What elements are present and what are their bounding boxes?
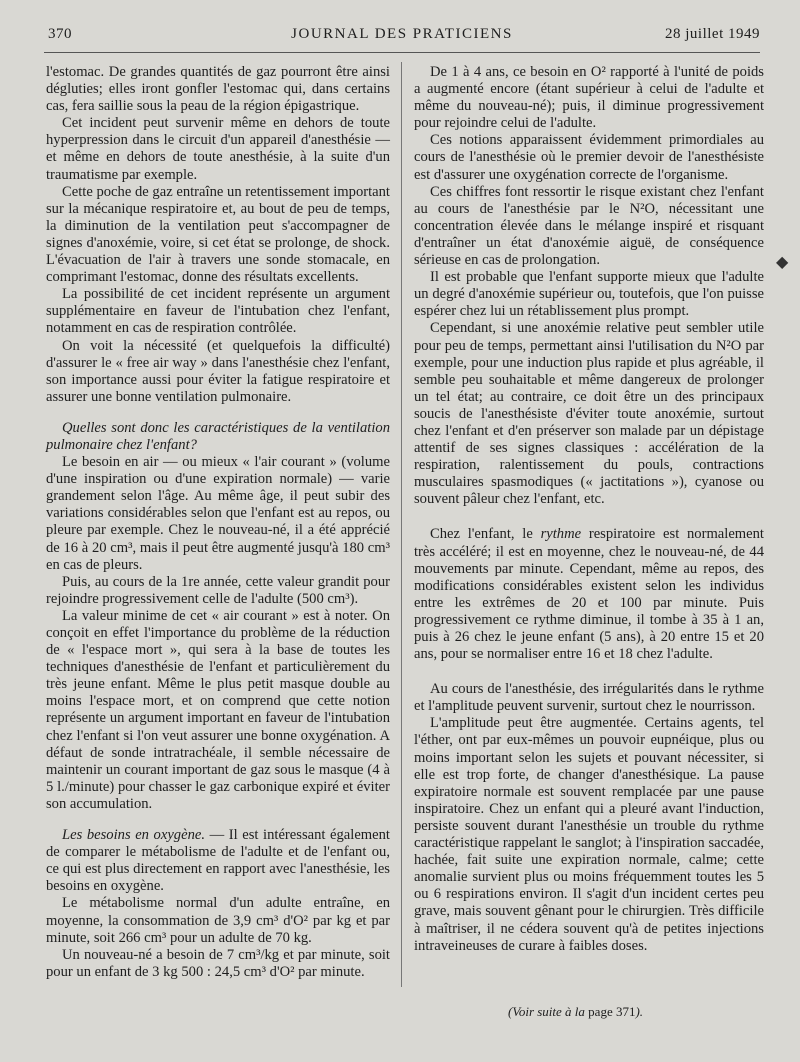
paragraph: Au cours de l'anesthésie, des irrégularités dans le rythme et l'amplitude peuvent survenir, surtout chez le nourrisson. [414, 681, 764, 715]
issue-date: 28 juillet 1949 [665, 26, 760, 42]
paragraph: Le métabolisme normal d'un adulte entraîne, en moyenne, la consommation de 3,9 cm³ d'O² par kg et par minute, soit 266 cm³ pour un adulte de 70 kg. [46, 895, 390, 946]
paragraph: l'estomac. De grandes quantités de gaz pourront être ainsi dégluties; elles iront gonfler l'estomac qui, dans certains cas, fera saillie sous la peau de la région épigastrique. [46, 64, 390, 115]
paragraph [414, 526, 764, 663]
paragraph: La valeur minime de cet « air courant » est à noter. On conçoit en effet l'importance du problème de la réduction de « l'espace mort », qui sera à la base de toutes les techniques d'anesthésie de l'enfant et particulièrement du très jeune enfant. Même le plus petit masque double au moins l'espace mort, et on comprend que cette notion représente un argument important en faveur de l'intubation chez l'enfant si l'on veut assurer une bonne oxygénation. A défaut de sonde intratrachéale, il semble nécessaire de maintenir un courant important de gaz sous le masque (4 à 5 l./minute) pour chasser le gaz carbonique expiré et éviter son accumulation. [46, 607, 390, 812]
paragraph: Cet incident peut survenir même en dehors de toute hyperpression dans le circuit d'un appareil d'anesthésie — et même en dehors de toute anesthésie, à la suite d'un traumatisme par exemple. [46, 115, 390, 183]
paragraph: Cependant, si une anoxémie relative peut sembler utile pour peu de temps, permettant ainsi l'utilisation du N²O par exemple, pour une induction plus rapide et plus agréable, il semble peu souhaitable et même dangereux de prolonger un tel état; au contraire, ce doit être un des principaux soucis de l'anesthésiste d'éviter toute anoxémie, surtout chez l'enfant et d'en préserver son malade par un dépistage attentif de ses signes classiques : accélération de la respiration, ralentissement du pouls, contractions musculaires spasmodiques (« jactitations »), cyanose ou souvent pâleur chez l'enfant, etc. [414, 320, 764, 508]
continuation-note [508, 1004, 768, 1020]
column-divider [401, 62, 402, 987]
section-heading: Les besoins en oxygène. [62, 827, 206, 844]
paragraph: Cette poche de gaz entraîne un retentissement important sur la mécanique respiratoire et, au bout de peu de temps, la diminution de la ventilation peut s'accompagner de signes d'anoxémie, voire, si cet état se prolonge, de shock. L'évacuation de l'air à travers une sonde stomacale, en comprimant l'estomac, donne des résultats excellents. [46, 183, 390, 286]
paragraph-text: — Il est intéressant également de comparer le métabolisme de l'adulte et de l'enfant ou, ce qui est plus directement en rapport avec l'anesthésie, les besoins en oxygène. [46, 827, 390, 895]
page-header [44, 22, 760, 46]
note-text: (Voir suite à la [508, 1004, 589, 1019]
paragraph: On voit la nécessité (et quelquefois la difficulté) d'assurer le « free air way » dans l'anesthésie chez l'enfant, son importance aussi pour éviter la fatigue respiratoire et assurer une bonne ventilation pulmonaire. [46, 337, 390, 405]
paragraph [46, 827, 390, 895]
paragraph: Le besoin en air — ou mieux « l'air courant » (volume d'une inspiration ou d'une expiration normale) — varie grandement selon l'âge. Au même âge, il peut subir des variations considérables selon que l'enfant est au repos, ou pleure par exemple. Chez le nouveau-né, il a été apprécié de 16 à 20 cm³, mais il peut être augmenté jusqu'à 180 cm³ en cas de pleurs. [46, 454, 390, 573]
paragraph: Ces notions apparaissent évidemment primordiales au cours de l'anesthésie où le premier devoir de l'anesthésiste est d'assurer une oxygénation correcte de l'organisme. [414, 132, 764, 183]
right-column [414, 64, 764, 955]
emphasis-text: rythme [540, 526, 582, 543]
margin-mark-icon: ◆ [776, 254, 789, 271]
note-text: ). [635, 1004, 644, 1019]
header-rule [44, 52, 760, 53]
paragraph-text: respiratoire est normalement très accéléré; il est en moyenne, chez le nouveau-né, de 44 mouvements par minute. Cependant, même au repos, des modifications considérables existent selon les individus entre les extrêmes de 20 et 100 par minute. Puis progressivement ce rythme diminue, il tombe à 35 à 1 an, puis à 26 chez le jeune enfant (5 ans), à 20 entre 15 et 20 ans, pour se normaliser entre 16 et 18 chez l'adulte. [414, 526, 764, 663]
paragraph: L'amplitude peut être augmentée. Certains agents, tel l'éther, ont par eux-mêmes un pouvoir eupnéique, plus ou moins important selon les sujets et pouvant nécessiter, si elle est trop forte, de changer d'anesthésique. La pause expiratoire normale est souvent remplacée par une pause inspiratoire. Chez un enfant qui a pleuré avant l'induction, persiste souvent durant l'anesthésie un trouble du rythme caractéristique rappelant le sanglot; à l'inspiration saccadée, hachée, fait suite une expiration normale, calme; cette anomalie survient plus ou moins fréquemment toutes les 5 ou 6 respirations environ. Il s'agit d'un incident certes peu grave, mais souvent gênant pour le chirurgien. Très difficile à maîtriser, il ne cédera souvent qu'à de petites injections intraveineuses de curare à faibles doses. [414, 715, 764, 954]
paragraph: Un nouveau-né a besoin de 7 cm³/kg et par minute, soit pour un enfant de 3 kg 500 : 24,5 cm³ d'O² par minute. [46, 946, 390, 980]
left-column [46, 64, 390, 981]
paragraph: Puis, au cours de la 1re année, cette valeur grandit pour rejoindre progressivement celle de l'adulte (500 cm³). [46, 573, 390, 607]
paragraph: Ces chiffres font ressortir le risque existant chez l'enfant au cours de l'anesthésie par le N²O, nécessitant une concentration élevée dans le mélange inspiré et risquant d'entraîner un état d'anoxémie aiguë, de conséquence sérieuse en cas de prolongation. [414, 183, 764, 269]
paragraph: Il est probable que l'enfant supporte mieux que l'adulte un degré d'anoxémie supérieur ou, toutefois, que l'on puisse espérer chez lui un rétablissement plus prompt. [414, 269, 764, 320]
note-page-ref: page 371 [588, 1004, 636, 1019]
paragraph-text: Chez l'enfant, le [430, 526, 541, 543]
paragraph: La possibilité de cet incident représente un argument supplémentaire en faveur de l'intubation chez l'enfant, notamment en cas de respiration contrôlée. [46, 286, 390, 337]
section-heading: Quelles sont donc les caractéristiques de la ventilation pulmonaire chez l'enfant? [46, 419, 390, 453]
paragraph: De 1 à 4 ans, ce besoin en O² rapporté à l'unité de poids a augmenté encore (étant supérieur à celui de l'adulte et même du nouveau-né); puis, il diminue progressivement pour rejoindre celui de l'adulte. [414, 64, 764, 132]
journal-title: JOURNAL DES PRATICIENS [291, 26, 513, 42]
page-number: 370 [48, 26, 72, 42]
